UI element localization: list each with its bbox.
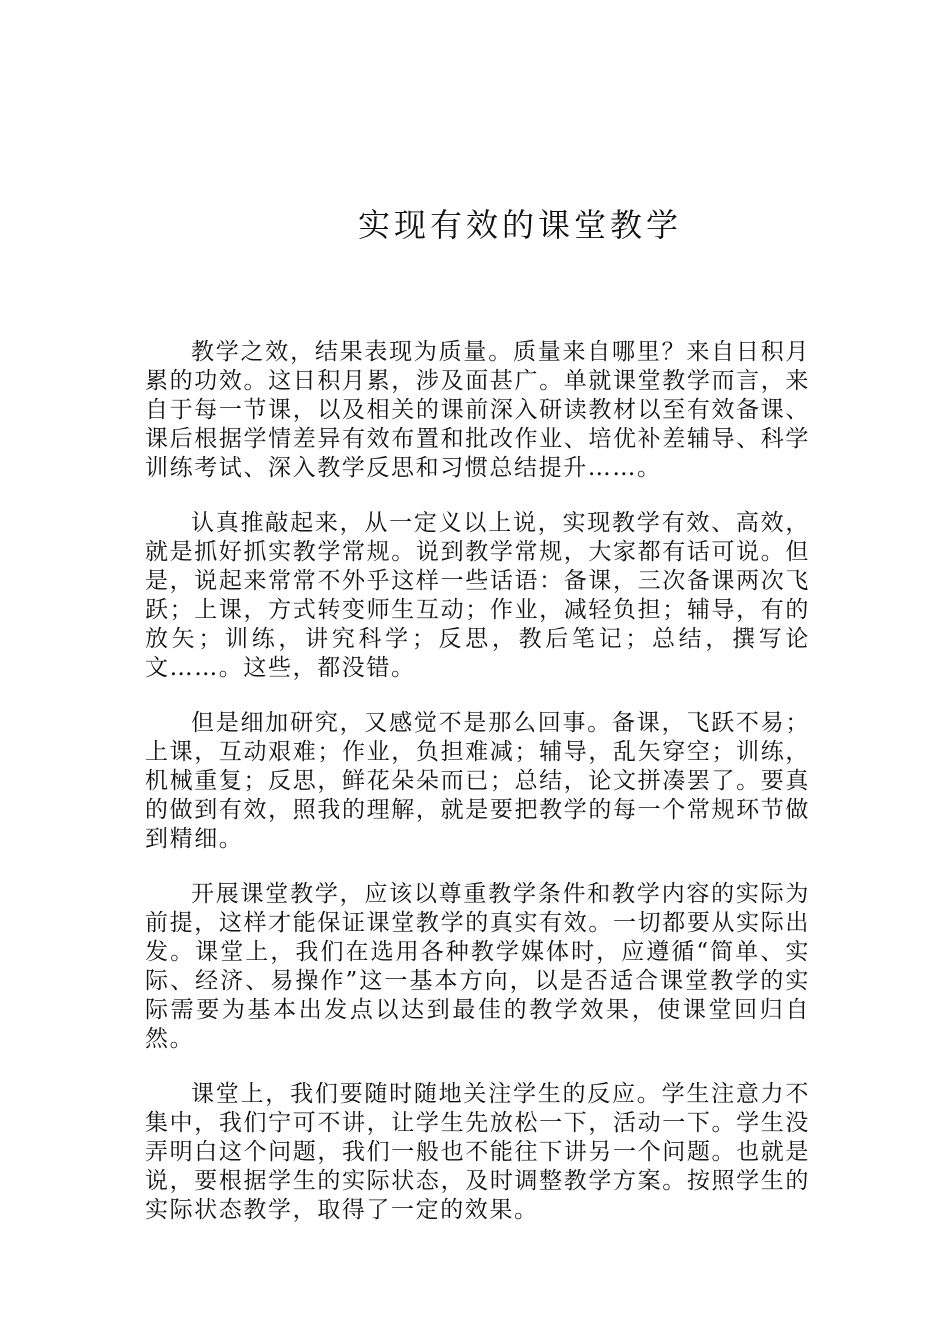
- document-title: 实现有效的课堂教学: [357, 206, 682, 244]
- paragraph-1: 教学之效，结果表现为质量。质量来自哪里？来自日积月累的功效。这日积月累，涉及面甚广。单就课堂教学而言，来自于每一节课，以及相关的课前深入研读教材以至有效备课、课后根据学情差异有效布置和批改作业、培优补差辅导、科学训练考试、深入教学反思和习惯总结提升……。: [145, 339, 810, 481]
- paragraph-2: 认真推敲起来，从一定义以上说，实现教学有效、高效，就是抓好抓实教学常规。说到教学常规，大家都有话可说。但是，说起来常常不外乎这样一些话语：备课，三次备课两次飞跃；上课，方式转变师生互动；作业，减轻负担；辅导，有的放矢；训练，讲究科学；反思，教后笔记；总结，撰写论文……。这些，都没错。: [145, 510, 810, 681]
- document-body: [145, 338, 810, 1251]
- paragraph-3: 但是细加研究，又感觉不是那么回事。备课，飞跃不易；上课，互动艰难；作业，负担难减；辅导，乱矢穿空；训练，机械重复；反思，鲜花朵朵而已；总结，论文拼凑罢了。要真的做到有效，照我的理解，就是要把教学的每一个常规环节做到精细。: [145, 710, 810, 852]
- paragraph-5: 课堂上，我们要随时随地关注学生的反应。学生注意力不集中，我们宁可不讲，让学生先放松一下，活动一下。学生没弄明白这个问题，我们一般也不能往下讲另一个问题。也就是说，要根据学生的实际状态，及时调整教学方案。按照学生的实际状态教学，取得了一定的效果。: [145, 1081, 810, 1223]
- paragraph-4: 开展课堂教学，应该以尊重教学条件和教学内容的实际为前提，这样才能保证课堂教学的真实有效。一切都要从实际出发。课堂上，我们在选用各种教学媒体时，应遵循“简单、实际、经济、易操作”这一基本方向，以是否适合课堂教学的实际需要为基本出发点以达到最佳的教学效果，使课堂回归自然。: [145, 881, 810, 1052]
